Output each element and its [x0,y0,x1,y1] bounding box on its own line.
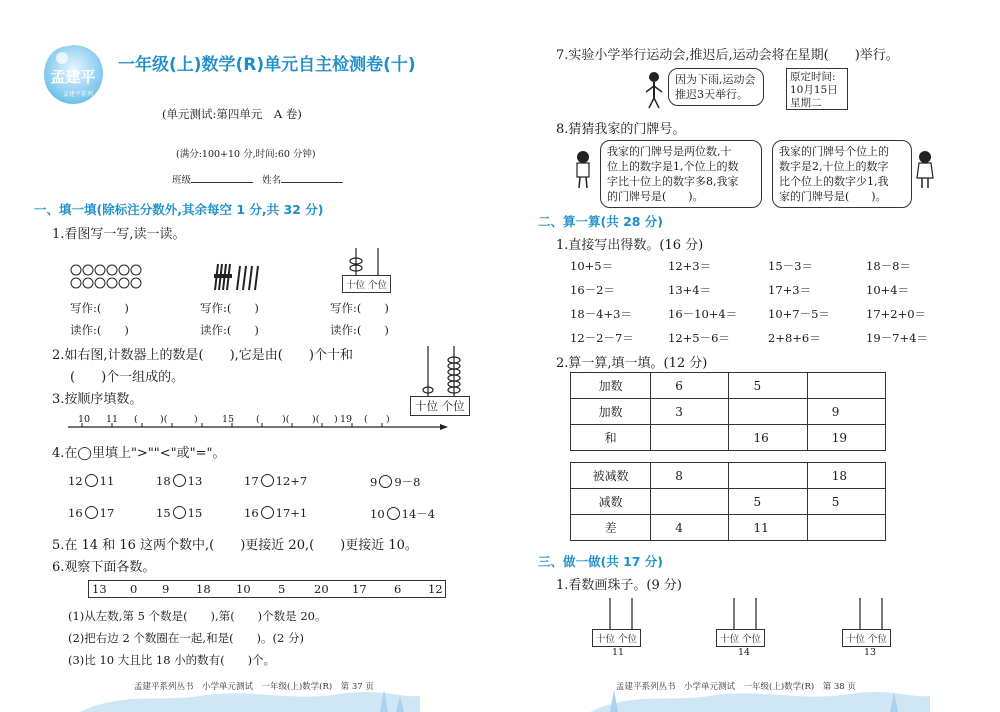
number-line-10: 10 [78,414,91,425]
footer-wave-decoration [80,672,420,712]
addition-table [570,372,886,451]
strip-num-5: 10 [236,582,251,596]
q8-speech-bubble-1: 我家的门牌号是两位数,十 位上的数字是1,个位上的数 字比十位上的数字多8,我家 的门牌号是( )。 [600,140,762,208]
question-3: 3.按顺序填数。 [52,392,143,407]
compare-circle[interactable] [379,475,392,488]
table-row: 差 4 11 [571,515,886,541]
calc-item: 12+5－6＝ [668,331,730,345]
subtraction-table [570,462,886,541]
write-label-2: 写作:( ) [200,301,259,315]
calc-item: 10+7－5＝ [768,307,830,321]
abacus-value-14: 14 [738,647,751,658]
calc-item: 17+3＝ [768,283,812,297]
stick-bundle-picture [212,262,262,292]
compare-item-6: 15 15 [156,506,203,520]
read-label-3: 读作:( ) [330,323,389,337]
write-label-3: 写作:( ) [330,301,389,315]
strip-num-9: 6 [394,582,402,596]
compare-item-1: 12 11 [68,474,115,488]
strip-num-6: 5 [278,582,286,596]
calc-item: 18－8＝ [866,259,911,273]
question-2-2: 2.算一算,填一填。(12 分) [556,356,708,371]
read-label-2: 读作:( ) [200,323,259,337]
abacus-value-13: 13 [864,647,877,658]
subtitle: (单元测试:第四单元 A 卷) [162,107,302,121]
number-line-blank-3[interactable]: ) [194,414,198,425]
q7-speech-bubble: 因为下雨,运动会推迟3天举行。 [668,68,764,106]
class-label: 班级 [172,175,192,186]
footer-text: 孟建平系列丛书 小学单元测试 一年级(上)数学(R) 第 37 页 [134,682,374,692]
number-line-blank-9[interactable]: ) [386,414,390,425]
name-label: 姓名 [262,175,282,186]
empty-abacus-2 [720,598,770,630]
table-row: 加数 6 5 [571,373,886,399]
write-label-1: 写作:( ) [70,301,129,315]
number-line-19: 19 [340,414,353,425]
compare-circle[interactable] [173,506,186,519]
calc-item: 12－2－7＝ [570,331,634,345]
question-2-line-2: ( )个一组成的。 [70,370,185,385]
girl-figure-icon [914,150,936,190]
section-2-heading: 二、算一算(共 28 分) [538,214,664,229]
compare-circle[interactable] [85,506,98,519]
number-line-blank-4[interactable]: ( [256,414,260,425]
svg-text:孟建平: 孟建平 [50,68,96,86]
calc-item: 10+4＝ [866,283,910,297]
calc-item: 12+3＝ [668,259,712,273]
page-title: 一年级(上)数学(R)单元自主检测卷(十) [118,55,416,75]
score-info: (满分:100+10 分,时间:60 分钟) [176,149,316,160]
abacus-label-1: 十位 个位 [342,275,391,293]
question-6-3: (3)比 10 大且比 18 小的数有( )个。 [68,653,276,667]
question-4: 4.在◯里填上">""<"或"="。 [52,446,226,461]
strip-num-7: 20 [314,582,329,596]
question-6-1: (1)从左数,第 5 个数是( ),第( )个数是 20。 [68,609,327,623]
read-label-1: 读作:( ) [70,323,129,337]
strip-num-8: 17 [352,582,367,596]
q7-original-date-note: 原定时间: 10月15日 星期二 [786,68,848,110]
abacus-label-2: 十位 个位 [410,396,470,416]
question-5: 5.在 14 和 16 这两个数中,( )更接近 20,( )更接近 10。 [52,538,418,553]
compare-item-3: 17 12+7 [244,474,308,488]
number-line-blank-2[interactable]: )( [160,414,168,425]
number-line-15: 15 [222,414,235,425]
table-row: 减数 5 5 [571,489,886,515]
abacus-label-c: 十位 个位 [842,629,891,647]
number-strip [88,580,446,598]
strip-num-3: 9 [162,582,170,596]
section-1-heading: 一、填一填(除标注分数外,其余每空 1 分,共 32 分) [34,202,324,217]
q8-speech-bubble-2: 我家的门牌号个位上的 数字是2,十位上的数字 比个位上的数字少1,我 家的门牌号是( )。 [772,140,912,208]
compare-item-7: 16 17+1 [244,506,308,520]
abacus-value-11: 11 [612,647,625,658]
number-line-blank-1[interactable]: ( [134,414,138,425]
strip-num-10: 12 [428,582,443,596]
section-3-heading: 三、做一做(共 17 分) [538,554,664,569]
number-line-blank-7[interactable]: ) [334,414,338,425]
boy-figure-icon [572,150,594,190]
strip-num-1: 13 [92,582,107,596]
calc-item: 16－10+4＝ [668,307,738,321]
number-line-blank-6[interactable]: )( [312,414,320,425]
calc-item: 19－7+4＝ [866,331,928,345]
compare-circle[interactable] [85,474,98,487]
child-figure-icon [642,70,666,110]
compare-item-4: 9 9－8 [370,475,421,489]
table-row: 加数 3 9 [571,399,886,425]
calc-item: 17+2+0＝ [866,307,927,321]
question-8: 8.猜猜我家的门牌号。 [556,122,686,137]
compare-circle[interactable] [387,507,400,520]
question-1: 1.看图写一写,读一读。 [52,227,186,242]
calc-item: 15－3＝ [768,259,813,273]
question-6-2: (2)把右边 2 个数圈在一起,和是( )。(2 分) [68,631,304,645]
compare-item-5: 16 17 [68,506,115,520]
compare-item-2: 18 13 [156,474,203,488]
question-2-1: 1.直接写出得数。(16 分) [556,238,704,253]
calc-item: 16－2＝ [570,283,615,297]
calc-item: 13+4＝ [668,283,712,297]
class-name-line [172,172,343,186]
strip-num-2: 0 [130,582,138,596]
table-row: 被减数 8 18 [571,463,886,489]
number-line-11: 11 [106,414,119,425]
question-3-1: 1.看数画珠子。(9 分) [556,578,682,593]
number-line-blank-5[interactable]: )( [282,414,290,425]
calc-item: 10+5＝ [570,259,614,273]
footer-wave-decoration [590,672,930,712]
footer-text: 孟建平系列丛书 小学单元测试 一年级(上)数学(R) 第 38 页 [616,682,856,692]
empty-abacus-3 [846,598,896,630]
calc-item: 18－4+3＝ [570,307,632,321]
abacus-label-b: 十位 个位 [716,629,765,647]
compare-item-8: 10 14－4 [370,507,436,521]
compare-circle[interactable] [261,506,274,519]
calc-item: 2+8+6＝ [768,331,821,345]
smiley-faces-picture [70,264,146,290]
empty-abacus-1 [596,598,646,630]
question-2-line-1: 2.如右图,计数器上的数是( ),它是由( )个十和 [52,348,353,363]
name-field[interactable] [281,173,343,183]
number-line-blank-8[interactable]: ( [364,414,368,425]
abacus-label-a: 十位 个位 [592,629,641,647]
class-field[interactable] [191,173,253,183]
svg-text:孟建平系列: 孟建平系列 [62,91,94,98]
compare-circle[interactable] [261,474,274,487]
table-row: 和 16 19 [571,425,886,451]
strip-num-4: 18 [196,582,211,596]
question-6: 6.观察下面各数。 [52,560,156,575]
publisher-logo [40,42,106,108]
question-7: 7.实验小学举行运动会,推迟后,运动会将在星期( )举行。 [556,48,899,63]
abacus-picture-2 [414,344,474,400]
right-page [500,0,1000,712]
compare-circle[interactable] [173,474,186,487]
